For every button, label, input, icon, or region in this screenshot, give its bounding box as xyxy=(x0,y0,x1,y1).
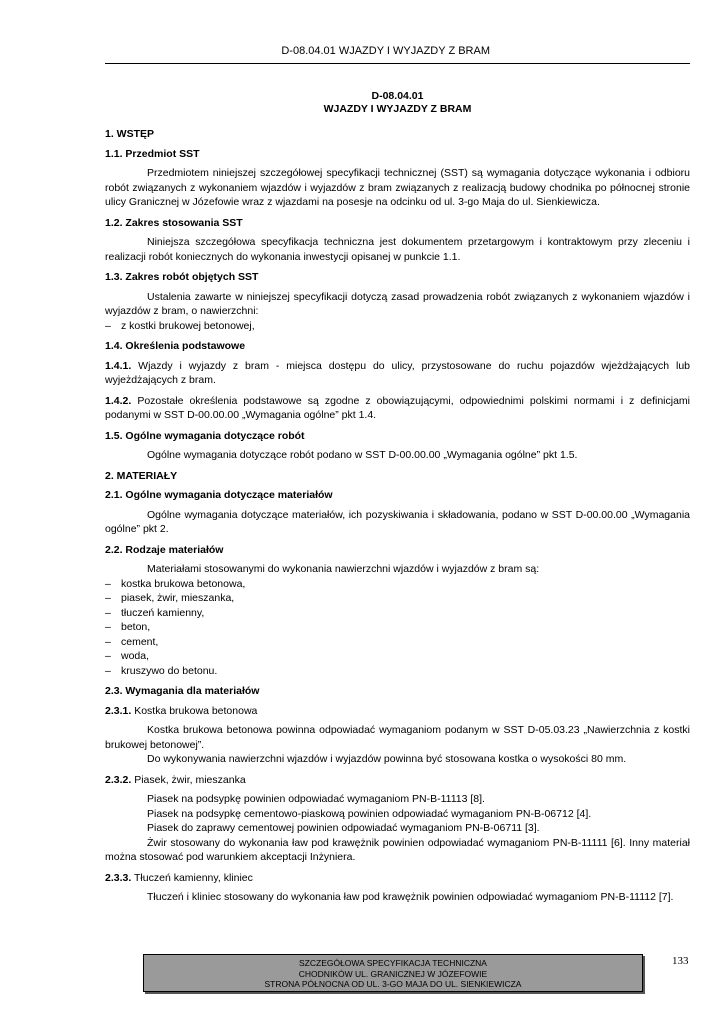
section-1-heading: 1. WSTĘP xyxy=(105,128,155,140)
list-item: – piasek, żwir, mieszanka, xyxy=(105,591,690,606)
section-1-1-heading: 1.1. Przedmiot SST xyxy=(105,147,200,160)
document-body xyxy=(105,90,690,911)
footer-line-1: SZCZEGÓŁOWA SPECYFIKACJA TECHNICZNA xyxy=(299,958,487,968)
section-1-4-1-number: 1.4.1. xyxy=(105,359,132,372)
section-1-3-heading: 1.3. Zakres robót objętych SST xyxy=(105,271,259,283)
section-2-3-heading: 2.3. Wymagania dla materiałów xyxy=(105,685,260,697)
document-name: WJAZDY I WYJAZDY Z BRAM xyxy=(323,103,472,115)
section-2-3-2-number: 2.3.2. xyxy=(105,773,132,786)
section-2-2-heading: 2.2. Rodzaje materiałów xyxy=(105,543,224,556)
section-2-3-2-heading xyxy=(105,773,690,788)
document-title xyxy=(105,90,690,116)
list-item: – woda, xyxy=(105,649,690,664)
materials-list xyxy=(105,577,690,679)
footer-line-3: STRONA PÓŁNOCNA OD UL. 3-GO MAJA DO UL. SIENKIEWICZA xyxy=(264,979,522,989)
list-item: – kostka brukowa betonowa, xyxy=(105,577,690,592)
section-1-4-heading: 1.4. Określenia podstawowe xyxy=(105,340,246,352)
list-item: – cement, xyxy=(105,635,690,650)
section-2-3-2-line-3: Piasek do zaprawy cementowej powinien odpowiadać wymaganiom PN-B-06711 [3]. xyxy=(147,822,540,834)
list-item: – tłuczeń kamienny, xyxy=(105,606,690,621)
section-1-5-text: Ogólne wymagania dotyczące robót podano w SST D-00.00.00 „Wymagania ogólne” pkt 1.5. xyxy=(147,449,578,461)
running-header-title: D-08.04.01 WJAZDY I WYJAZDY Z BRAM xyxy=(281,45,490,57)
document-code: D-08.04.01 xyxy=(371,90,424,102)
section-1-4-1-text xyxy=(105,359,690,388)
footer-box xyxy=(143,954,643,992)
section-1-3-text: Ustalenia zawarte w niniejszej specyfikacji dotyczą zasad prowadzenia robót związanych z wykonaniem wjazdów i wyjazdów z bram, o nawierzchni: xyxy=(105,290,690,317)
section-2-3-2-title: Piasek, żwir, mieszanka xyxy=(134,773,246,786)
section-2-3-3-title: Tłuczeń kamienny, kliniec xyxy=(134,871,253,884)
list-item: – z kostki brukowej betonowej, xyxy=(105,319,690,334)
footer-line-2: CHODNIKÓW UL. GRANICZNEJ W JÓZEFOWIE xyxy=(298,968,488,979)
section-1-4-2-body: Pozostałe określenia podstawowe są zgodne z obowiązującymi, odpowiednimi polskimi normami i z definicjami podanymi w SST D-00.00.00 „Wymagania ogólne” pkt 1.4. xyxy=(105,394,690,421)
section-2-3-1-text-2: Do wykonywania nawierzchni wjazdów i wyjazdów powinna być stosowana kostka o wysokości 80 mm. xyxy=(147,753,627,765)
list-item: – kruszywo do betonu. xyxy=(105,664,690,679)
section-1-4-2-text xyxy=(105,394,690,423)
section-2-heading: 2. MATERIAŁY xyxy=(105,469,178,482)
section-1-2-heading: 1.2. Zakres stosowania SST xyxy=(105,216,243,229)
section-2-3-1-text-1: Kostka brukowa betonowa powinna odpowiadać wymaganiom podanym w SST D-05.03.23 „Nawierzchnia z kostki brukowej betonowej”. xyxy=(105,724,690,751)
section-2-3-1-number: 2.3.1. xyxy=(105,704,132,717)
header-rule xyxy=(105,63,690,64)
section-1-3-list xyxy=(105,319,690,334)
section-1-1-text: Przedmiotem niniejszej szczegółowej specyfikacji technicznej (SST) są wymagania dotyczące wykonania i odbioru robót związanych z wykonaniem wjazdów i wyjazdów z bram związanych z realizacją budowy chodnika po północnej stronie ulicy Granicznej w Józefowie wraz z wjazdami na posesje na odcinku od ul. 3-go Maja do ul. Sienkiewicza. xyxy=(105,167,690,208)
section-2-3-2-line-1: Piasek na podsypkę powinien odpowiadać wymaganiom PN-B-11113 [8]. xyxy=(147,793,485,805)
section-1-4-2-number: 1.4.2. xyxy=(105,394,132,407)
section-2-3-3-number: 2.3.3. xyxy=(105,871,132,884)
section-2-2-text: Materiałami stosowanymi do wykonania nawierzchni wjazdów i wyjazdów z bram są: xyxy=(147,563,540,575)
section-2-3-1-heading xyxy=(105,704,690,719)
section-1-5-heading: 1.5. Ogólne wymagania dotyczące robót xyxy=(105,429,305,442)
section-1-2-text: Niniejsza szczegółowa specyfikacja techniczna jest dokumentem przetargowym i kontraktowym przy zleceniu i realizacji robót koniecznych do wykonania inwestycji opisanej w punkcie 1.1. xyxy=(105,236,690,263)
section-2-3-1-title: Kostka brukowa betonowa xyxy=(134,704,258,717)
section-2-3-2-line-2: Piasek na podsypkę cementowo-piaskową powinien odpowiadać wymaganiom PN-B-06712 [4]. xyxy=(147,807,592,820)
section-2-1-text: Ogólne wymagania dotyczące materiałów, ich pozyskiwania i składowania, podano w SST D-00.00.00 „Wymagania ogólne” pkt 2. xyxy=(105,508,690,535)
list-item: – beton, xyxy=(105,620,690,635)
section-2-1-heading: 2.1. Ogólne wymagania dotyczące materiałów xyxy=(105,489,333,501)
section-2-3-2-line-4: Żwir stosowany do wykonania ław pod krawężnik powinien odpowiadać wymaganiom PN-B-11111 [6]. Inny materiał można stosować pod warunkiem akceptacji Inżyniera. xyxy=(105,836,690,863)
section-2-3-3-heading xyxy=(105,871,690,886)
page-number: 133 xyxy=(672,955,689,967)
section-2-3-3-text: Tłuczeń i kliniec stosowany do wykonania ław pod krawężnik powinien odpowiadać wymaganiom PN-B-11112 [7]. xyxy=(147,891,674,903)
running-header xyxy=(105,45,690,57)
section-1-4-1-body: Wjazdy i wyjazdy z bram - miejsca dostępu do ulicy, przystosowane do ruchu pojazdów wjeżdżających lub wyjeżdżających z bram. xyxy=(105,359,691,386)
